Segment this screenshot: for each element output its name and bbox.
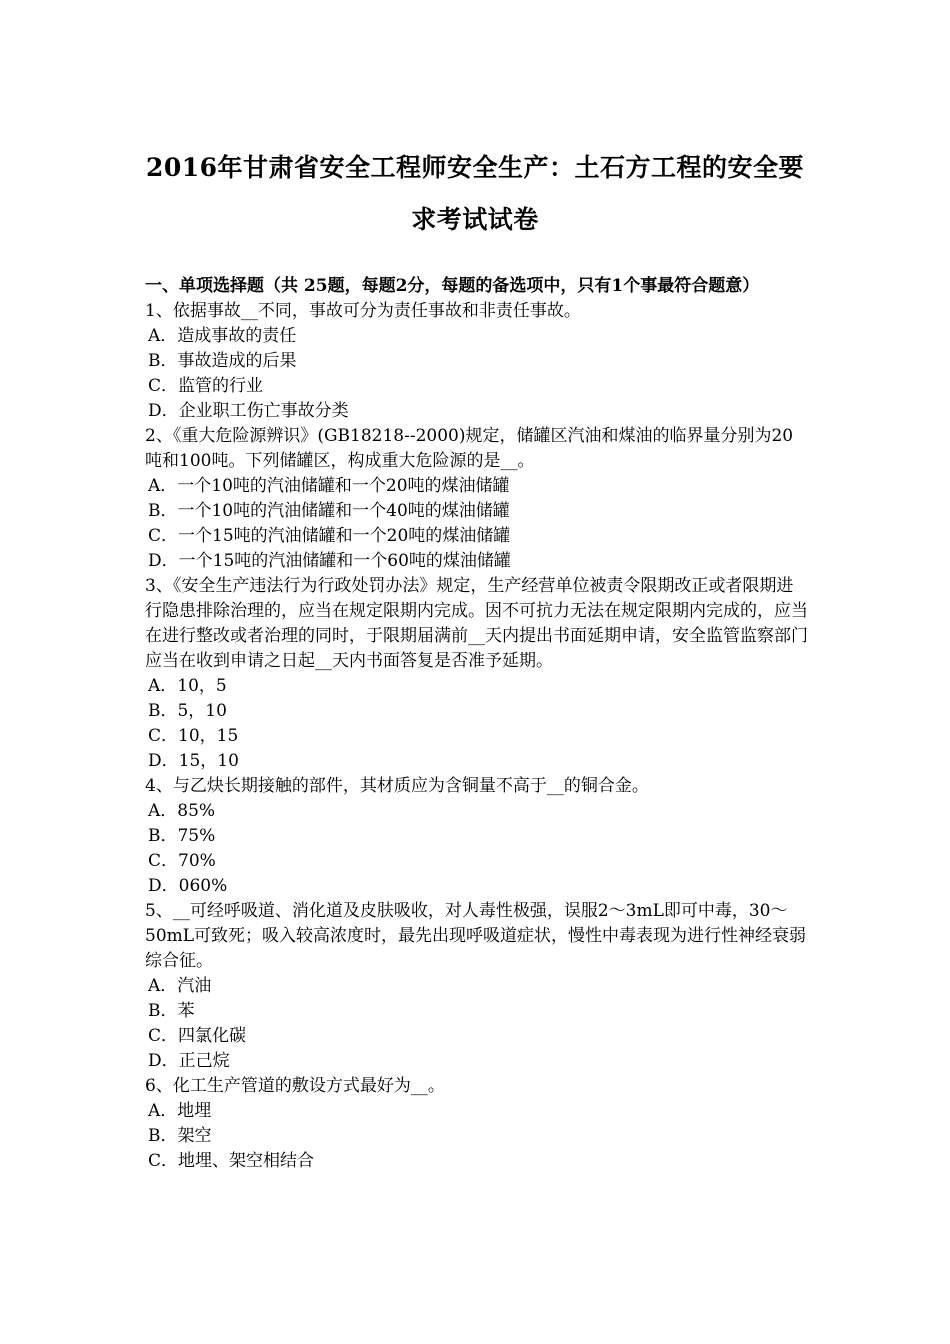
option-b: B．5，10 bbox=[148, 701, 227, 721]
option-c: C．70% bbox=[148, 851, 216, 871]
option-b: B．架空 bbox=[148, 1126, 212, 1146]
option-a: A．造成事故的责任 bbox=[148, 326, 297, 346]
question-3 bbox=[145, 574, 810, 774]
option-a: A．汽油 bbox=[148, 976, 212, 996]
option-c: C．10，15 bbox=[148, 726, 239, 746]
question-2 bbox=[145, 424, 810, 574]
option-c: C．一个15吨的汽油储罐和一个20吨的煤油储罐 bbox=[148, 526, 511, 546]
document-title-line-1: 2016年甘肃省安全工程师安全生产：土石方工程的安全要 bbox=[145, 153, 805, 182]
option-b: B．苯 bbox=[148, 1001, 195, 1021]
option-c: C．监管的行业 bbox=[148, 376, 264, 396]
option-a: A．10，5 bbox=[148, 676, 227, 696]
document-title-line-2: 求考试试卷 bbox=[411, 205, 539, 234]
question-stem: 3、《安全生产违法行为行政处罚办法》规定，生产经营单位被责令限期改正或者限期进行隐患排除治理的，应当在规定限期内完成。因不可抗力无法在规定限期内完成的，应当在进行整改或者治理的同时，于限期届满前__天内提出书面延期申请，安全监管监察部门应当在收到申请之日起__天内书面答复是否准予延期。 bbox=[145, 576, 808, 671]
option-c: C．四氯化碳 bbox=[148, 1026, 247, 1046]
option-d: D．正己烷 bbox=[148, 1051, 230, 1071]
question-stem: 5、__可经呼吸道、消化道及皮肤吸收，对人毒性极强，误服2～3mL即可中毒，30～ 50mL可致死；吸入较高浓度时，最先出现呼吸道症状，慢性中毒表现为进行性神经衰弱综合征。 bbox=[145, 901, 807, 971]
question-1 bbox=[145, 299, 810, 424]
option-b: B．事故造成的后果 bbox=[148, 351, 297, 371]
option-d: D．060% bbox=[148, 876, 228, 896]
option-a: A．地埋 bbox=[148, 1101, 212, 1121]
question-stem: 2、《重大危险源辨识》(GB18218--2000)规定，储罐区汽油和煤油的临界量分别为20吨和100吨。下列储罐区，构成重大危险源的是__。 bbox=[145, 426, 794, 471]
option-a: A．85% bbox=[148, 801, 216, 821]
question-stem: 1、依据事故__不同，事故可分为责任事故和非责任事故。 bbox=[145, 301, 581, 321]
question-stem: 4、与乙炔长期接触的部件，其材质应为含铜量不高于__的铜合金。 bbox=[145, 776, 649, 796]
option-d: D．15，10 bbox=[148, 751, 239, 771]
option-c: C．地埋、架空相结合 bbox=[148, 1151, 315, 1171]
option-a: A．一个10吨的汽油储罐和一个20吨的煤油储罐 bbox=[148, 476, 510, 496]
section-heading: 一、单项选择题（共 25题，每题2分，每题的备选项中，只有1个事最符合题意） bbox=[145, 276, 760, 296]
question-stem: 6、化工生产管道的敷设方式最好为__。 bbox=[145, 1076, 445, 1096]
question-4 bbox=[145, 774, 810, 899]
option-d: D．一个15吨的汽油储罐和一个60吨的煤油储罐 bbox=[148, 551, 511, 571]
question-6 bbox=[145, 1074, 810, 1174]
question-5 bbox=[145, 899, 810, 1074]
document-body bbox=[145, 274, 810, 1174]
option-d: D．企业职工伤亡事故分类 bbox=[148, 401, 349, 421]
option-b: B．75% bbox=[148, 826, 216, 846]
option-b: B．一个10吨的汽油储罐和一个40吨的煤油储罐 bbox=[148, 501, 510, 521]
